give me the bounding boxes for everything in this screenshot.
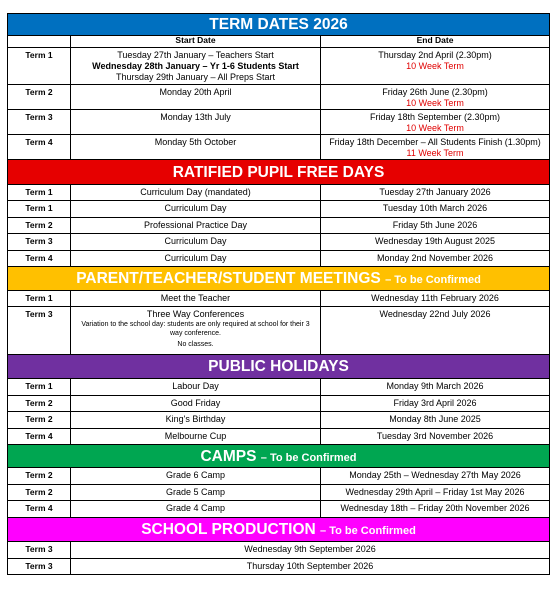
table-row: Term 1 Meet the Teacher Wednesday 11th February 2026 [7, 290, 550, 306]
table-row: Term 3 Thursday 10th September 2026 [7, 558, 550, 575]
table-row: Term 2 Grade 5 Camp Wednesday 29th April – Friday 1st May 2026 [7, 484, 550, 500]
table-row: Term 3 Wednesday 9th September 2026 [7, 541, 550, 558]
week-count: 10 Week Term [406, 61, 464, 71]
end-date-cell: Friday 26th June (2.30pm) 10 Week Term [320, 85, 549, 109]
end-date-cell: Friday 18th December – All Students Finish (1.30pm) 11 Week Term [320, 135, 549, 159]
start-date-cell: Tuesday 27th January – Teachers Start Wednesday 28th January – Yr 1-6 Students Start Thursday 29th January – All Preps Start [70, 48, 320, 84]
start-date-cell: Monday 20th April [70, 85, 320, 109]
production-title: SCHOOL PRODUCTION [141, 521, 316, 538]
end-date-header: End Date [320, 36, 549, 47]
meetings-title: PARENT/TEACHER/STUDENT MEETINGS [76, 270, 381, 287]
table-row [7, 134, 550, 159]
pupil-free-title: RATIFIED PUPIL FREE DAYS [172, 164, 385, 181]
end-date-cell: Thursday 2nd April (2.30pm) 10 Week Term [320, 48, 549, 84]
start-date-header: Start Date [70, 36, 320, 47]
table-row: Term 2 Good Friday Friday 3rd April 2026 [7, 395, 550, 411]
production-header [7, 517, 550, 541]
table-row: Term 4 Grade 4 Camp Wednesday 18th – Friday 20th November 2026 [7, 500, 550, 517]
table-row [7, 47, 550, 84]
table-row: Term 3 Curriculum Day Wednesday 19th August 2025 [7, 233, 550, 250]
production-subtitle: – To be Confirmed [320, 525, 416, 537]
week-count: 11 Week Term [406, 148, 464, 158]
camps-subtitle: – To be Confirmed [260, 452, 357, 464]
term-label: Term 1 [25, 50, 53, 60]
term-dates-header [7, 13, 550, 35]
table-row: Term 4 Melbourne Cup Tuesday 3rd November 2026 [7, 428, 550, 444]
meetings-header [7, 266, 550, 290]
holidays-header [7, 354, 550, 378]
holidays-title: PUBLIC HOLIDAYS [208, 358, 349, 375]
camps-header [7, 444, 550, 467]
start-date-cell: Monday 5th October [70, 135, 320, 159]
term-dates-title: TERM DATES 2026 [209, 16, 348, 33]
table-row: Term 1 Curriculum Day Tuesday 10th March 2026 [7, 200, 550, 217]
table-row: Term 2 King's Birthday Monday 8th June 2025 [7, 411, 550, 428]
table-row [7, 109, 550, 134]
meetings-subtitle: – To be Confirmed [385, 274, 481, 286]
table-row: Term 4 Curriculum Day Monday 2nd November 2026 [7, 250, 550, 266]
camps-title: CAMPS [200, 448, 257, 465]
term-label: Term 3 [25, 112, 53, 122]
term-label: Term 2 [25, 87, 53, 97]
term-label: Term 4 [25, 137, 53, 147]
table-row: Term 2 Grade 6 Camp Monday 25th – Wednesday 27th May 2026 [7, 467, 550, 484]
table-row: Term 3 Three Way Conferences Variation to the school day: students are only required at school for their 3 way conference. No classes. Wednesday 22nd July 2026 [7, 306, 550, 354]
start-date-cell: Monday 13th July [70, 110, 320, 134]
calendar-document [7, 13, 550, 575]
table-row: Term 1 Curriculum Day (mandated) Tuesday 27th January 2026 [7, 184, 550, 200]
table-row [7, 84, 550, 109]
table-row: Term 2 Professional Practice Day Friday 5th June 2026 [7, 217, 550, 233]
pupil-free-header [7, 159, 550, 184]
end-date-cell: Friday 18th September (2.30pm) 10 Week Term [320, 110, 549, 134]
week-count: 10 Week Term [406, 123, 464, 133]
week-count: 10 Week Term [406, 98, 464, 108]
table-row: Term 1 Labour Day Monday 9th March 2026 [7, 378, 550, 395]
term-dates-column-headers [7, 35, 550, 47]
